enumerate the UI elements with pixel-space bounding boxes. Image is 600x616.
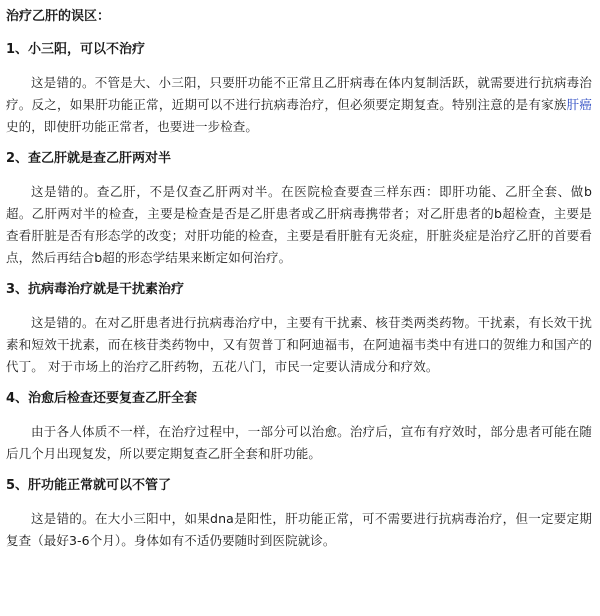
article-title: 治疗乙肝的误区： bbox=[6, 9, 111, 24]
section-2 bbox=[6, 150, 592, 281]
section-heading: 2、查乙肝就是查乙肝两对半 bbox=[6, 151, 172, 166]
liver-cancer-link[interactable]: 肝癌 bbox=[566, 97, 592, 112]
section-5 bbox=[6, 477, 592, 552]
section-paragraph: 这是错的。查乙肝，不是仅查乙肝两对半。在医院检查要查三样东西：即肝功能、乙肝全套、做b超。乙肝两对半的检查，主要是检查是否是乙肝患者或乙肝病毒携带者；对乙肝患者的b超检查，主要是查看肝脏是否有形态学的改变；对肝功能的检查，主要是看肝脏有无炎症，肝脏炎症是治疗乙肝的首要看点，然后再结合b超的形态学结果来断定如何治疗。 bbox=[6, 184, 592, 265]
section-paragraph: 这是错的。在对乙肝患者进行抗病毒治疗中，主要有干扰素、核苷类两类药物。干扰素，有长效干扰素和短效干扰素，而在核苷类药物中，又有贺普丁和阿迪福韦，在阿迪福韦类中有进口的贺维力和国产的代丁。 对于市场上的治疗乙肝药物，五花八门，市民一定要认清成分和疗效。 bbox=[6, 315, 592, 374]
section-heading: 3、抗病毒治疗就是干扰素治疗 bbox=[6, 282, 185, 297]
paragraph-text: 史的，即使肝功能正常者，也要进一步检查。 bbox=[6, 119, 259, 134]
section-heading: 5、肝功能正常就可以不管了 bbox=[6, 478, 172, 493]
section-paragraph: 这是错的。在大小三阳中，如果dna是阳性，肝功能正常，可不需要进行抗病毒治疗，但一定要定期复查（最好3-6个月）。身体如有不适仍要随时到医院就诊。 bbox=[6, 511, 592, 548]
section-1 bbox=[6, 41, 592, 150]
section-heading: 1、小三阳，可以不治疗 bbox=[6, 42, 146, 57]
section-heading: 4、治愈后检查还要复查乙肝全套 bbox=[6, 391, 198, 406]
section-4 bbox=[6, 390, 592, 477]
section-paragraph bbox=[6, 72, 592, 138]
section-3 bbox=[6, 281, 592, 390]
section-paragraph: 由于各人体质不一样，在治疗过程中，一部分可以治愈。治疗后，宣布有疗效时，部分患者可能在随后几个月出现复发，所以要定期复查乙肝全套和肝功能。 bbox=[6, 424, 592, 461]
paragraph-text: 这是错的。不管是大、小三阳，只要肝功能不正常且乙肝病毒在体内复制活跃，就需要进行抗病毒治疗。反之，如果肝功能正常，近期可以不进行抗病毒治疗，但必须要定期复查。特别注意的是有家族 bbox=[6, 75, 592, 112]
